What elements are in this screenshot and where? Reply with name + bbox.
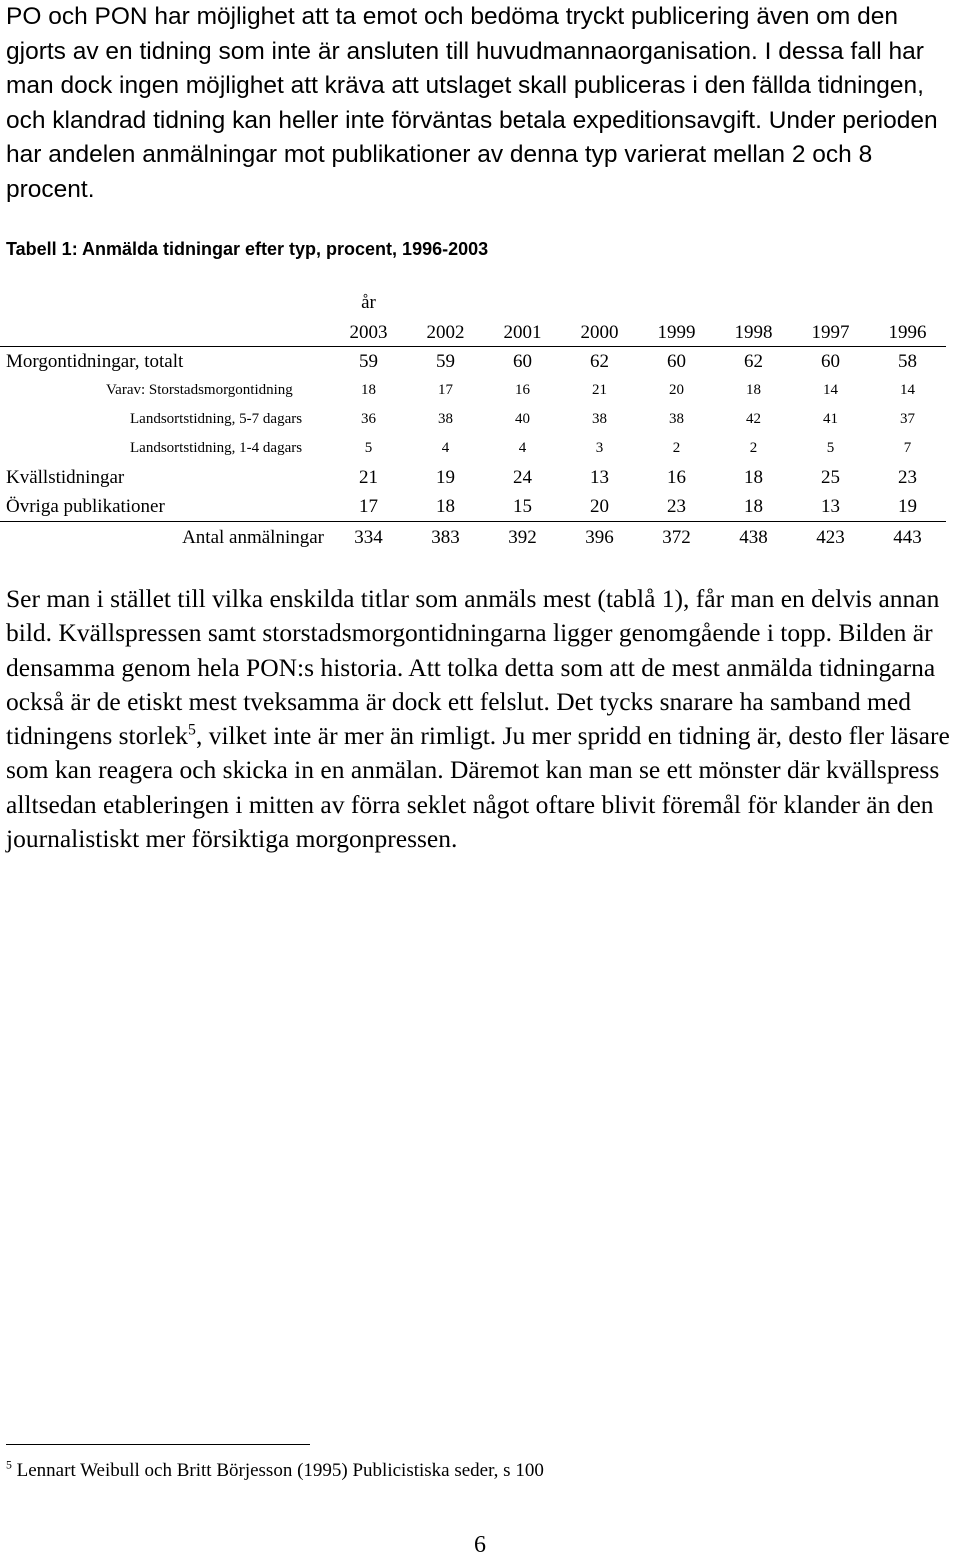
table-cell: 334 <box>354 527 383 548</box>
page-number: 6 <box>474 1532 486 1558</box>
year-cell: 1999 <box>638 316 715 347</box>
footnote <box>6 1458 544 1484</box>
table-cell: 18 <box>361 382 376 398</box>
table-cell: 40 <box>515 411 530 427</box>
table-cell: 392 <box>508 527 537 548</box>
table-row <box>0 434 946 463</box>
table-row <box>0 347 946 377</box>
table-cell: 38 <box>592 411 607 427</box>
row-label: Kvällstidningar <box>6 466 125 488</box>
year-cell: 1996 <box>869 316 946 347</box>
table-cell: 13 <box>590 466 609 488</box>
row-label: Landsortstidning, 5-7 dagars <box>130 411 303 427</box>
table-cell: 5 <box>826 440 835 456</box>
table-cell: 383 <box>431 527 460 548</box>
table-cell: 372 <box>662 527 691 548</box>
table-cell: 17 <box>330 492 407 522</box>
table-cell: 36 <box>361 411 376 427</box>
table-cell: 21 <box>359 466 378 488</box>
table-cell: 25 <box>821 466 840 488</box>
year-cell: 1997 <box>792 316 869 347</box>
year-cell: 2002 <box>407 316 484 347</box>
table-row <box>0 405 946 434</box>
year-cell: 2000 <box>561 316 638 347</box>
table-cell: 59 <box>359 350 378 372</box>
table-cell: 13 <box>792 492 869 522</box>
table-cell: 2 <box>672 440 681 456</box>
table-cell: 18 <box>746 382 761 398</box>
year-cell: 2001 <box>484 316 561 347</box>
table-cell: 20 <box>669 382 684 398</box>
table-caption: Tabell 1: Anmälda tidningar efter typ, procent, 1996-2003 <box>6 239 489 259</box>
table-cell: 60 <box>513 350 532 372</box>
table-cell: 19 <box>436 466 455 488</box>
table-cell: 58 <box>898 350 917 372</box>
table-total-row <box>0 522 946 555</box>
year-cell: 1998 <box>715 316 792 347</box>
body-text-part2: , vilket inte är mer än rimligt. Ju mer spridd en tidning är, desto fler läsare som kan reagera och skicka in en anmälan. Däremot kan man se ett mönster där kvällspress alltsedan etableringen i mitten av förra seklet något oftare blivit föremål för klander än den journalistiskt mer försiktiga morgonpressen. <box>6 721 950 854</box>
table-cell: 20 <box>561 492 638 522</box>
row-label: Morgontidningar, totalt <box>6 350 184 372</box>
body-paragraph <box>6 582 954 856</box>
footnote-separator <box>6 1444 310 1445</box>
table-cell: 59 <box>436 350 455 372</box>
table-cell: 18 <box>715 492 792 522</box>
table-cell: 60 <box>821 350 840 372</box>
table-cell: 18 <box>407 492 484 522</box>
table-row <box>0 376 946 405</box>
table-cell: 423 <box>816 527 845 548</box>
table-cell: 14 <box>823 382 838 398</box>
table-cell: 5 <box>364 440 373 456</box>
table-cell: 443 <box>893 527 922 548</box>
table-cell: 17 <box>438 382 453 398</box>
table-cell: 38 <box>669 411 684 427</box>
table-cell: 62 <box>744 350 763 372</box>
table-cell: 14 <box>900 382 915 398</box>
table-years-row <box>0 316 946 347</box>
table-row <box>0 463 946 492</box>
table-cell: 18 <box>744 466 763 488</box>
table-cell: 23 <box>898 466 917 488</box>
table-cell: 396 <box>585 527 614 548</box>
footnote-text: Lennart Weibull och Britt Börjesson (1995) Publicistiska seder, s 100 <box>11 1460 544 1481</box>
table-cell: 24 <box>513 466 532 488</box>
year-cell: 2003 <box>330 316 407 347</box>
row-label: Övriga publikationer <box>0 492 330 522</box>
table-cell: 4 <box>518 440 527 456</box>
data-table <box>0 288 946 554</box>
table-cell: 19 <box>869 492 946 522</box>
table-cell: 2 <box>749 440 758 456</box>
table-cell: 438 <box>739 527 768 548</box>
table-cell: 42 <box>746 411 761 427</box>
table-cell: 38 <box>438 411 453 427</box>
table-cell: 3 <box>595 440 604 456</box>
footnote-reference: 5 <box>188 721 196 739</box>
table-row <box>0 492 946 522</box>
table-cell: 62 <box>590 350 609 372</box>
table-cell: 16 <box>515 382 530 398</box>
table-cell: 21 <box>592 382 607 398</box>
table-cell: 7 <box>903 440 912 456</box>
row-label: Antal anmälningar <box>182 527 324 548</box>
table-cell: 37 <box>900 411 915 427</box>
footnote-number: 5 <box>6 1458 12 1472</box>
body-text-part1: Ser man i stället till vilka enskilda titlar som anmäls mest (tablå 1), får man en delvis annan bild. Kvällspressen samt storstadsmorgontidningarna ligger genomgående i topp. Bilden är densamma genom hela PON:s historia. Att tolka detta som att de mest anmälda tidningarna också är de etiskt mest tveksamma är dock ett felslut. Det tycks snarare ha samband med tidningens storlek <box>6 584 940 751</box>
table-header-row <box>0 288 946 316</box>
table-cell: 41 <box>823 411 838 427</box>
table-cell: 60 <box>667 350 686 372</box>
row-label: Varav: Storstadsmorgontidning <box>106 382 293 398</box>
table-cell: 4 <box>441 440 450 456</box>
year-header: år <box>361 292 376 313</box>
intro-paragraph: PO och PON har möjlighet att ta emot och bedöma tryckt publicering även om den gjorts av en tidning som inte är ansluten till huvudmannaorganisation. I dessa fall har man dock ingen möjlighet att kräva att utslaget skall publiceras i den fällda tidningen, och klandrad tidning kan heller inte förväntas betala expeditionsavgift. Under perioden har andelen anmälningar mot publikationer av denna typ varierat mellan 2 och 8 procent. <box>6 3 938 203</box>
table-cell: 15 <box>484 492 561 522</box>
table-cell: 23 <box>638 492 715 522</box>
row-label: Landsortstidning, 1-4 dagars <box>130 440 303 456</box>
table-cell: 16 <box>667 466 686 488</box>
